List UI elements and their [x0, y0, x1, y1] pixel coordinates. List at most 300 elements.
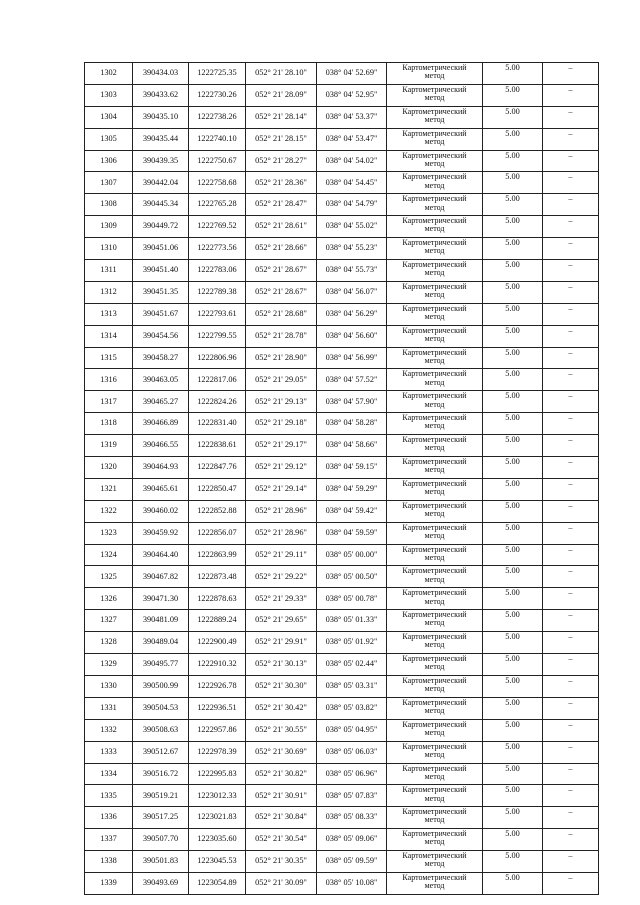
method-line-1: Картометрический: [402, 763, 467, 773]
description-cell: –: [543, 851, 599, 873]
table-row: [85, 281, 599, 303]
x-coordinate-cell: 390466.55: [133, 435, 189, 457]
accuracy-cell: 5.00: [483, 435, 543, 457]
accuracy-cell: 5.00: [483, 150, 543, 172]
method-cell: [387, 260, 483, 282]
method-line-1: Картометрический: [402, 500, 467, 510]
table-row: [85, 654, 599, 676]
y-coordinate-cell: 1222824.26: [189, 391, 246, 413]
point-number-cell: 1307: [85, 172, 133, 194]
x-coordinate-cell: 390508.63: [133, 719, 189, 741]
table-row: [85, 610, 599, 632]
x-coordinate-cell: 390465.61: [133, 478, 189, 500]
method-cell: [387, 150, 483, 172]
description-cell: –: [543, 632, 599, 654]
point-number-cell: 1312: [85, 281, 133, 303]
method-cell: [387, 741, 483, 763]
y-coordinate-cell: 1223045.53: [189, 851, 246, 873]
table-row: [85, 216, 599, 238]
table-row: [85, 807, 599, 829]
x-coordinate-cell: 390517.25: [133, 807, 189, 829]
latitude-cell: 052° 21' 29.11": [246, 544, 317, 566]
method-line-2: метод: [424, 487, 445, 497]
latitude-cell: 052° 21' 30.09": [246, 872, 317, 894]
longitude-cell: 038° 04' 56.07": [317, 281, 387, 303]
table-row: [85, 522, 599, 544]
longitude-cell: 038° 05' 03.82": [317, 697, 387, 719]
method-line-1: Картометрический: [402, 872, 467, 882]
method-line-2: метод: [424, 355, 445, 365]
point-number-cell: 1328: [85, 632, 133, 654]
x-coordinate-cell: 390500.99: [133, 675, 189, 697]
latitude-cell: 052° 21' 29.33": [246, 588, 317, 610]
y-coordinate-cell: 1222758.68: [189, 172, 246, 194]
method-line-1: Картометрический: [402, 325, 467, 335]
y-coordinate-cell: 1222725.35: [189, 63, 246, 85]
longitude-cell: 038° 04' 55.73": [317, 260, 387, 282]
x-coordinate-cell: 390512.67: [133, 741, 189, 763]
y-coordinate-cell: 1222889.24: [189, 610, 246, 632]
accuracy-cell: 5.00: [483, 303, 543, 325]
method-line-2: метод: [424, 158, 445, 168]
point-number-cell: 1316: [85, 369, 133, 391]
table-row: [85, 238, 599, 260]
table-row: [85, 763, 599, 785]
table-row: [85, 435, 599, 457]
description-cell: –: [543, 347, 599, 369]
point-number-cell: 1334: [85, 763, 133, 785]
x-coordinate-cell: 390471.30: [133, 588, 189, 610]
table-row: [85, 632, 599, 654]
latitude-cell: 052° 21' 30.30": [246, 675, 317, 697]
method-line-1: Картометрический: [402, 741, 467, 751]
accuracy-cell: 5.00: [483, 84, 543, 106]
longitude-cell: 038° 04' 58.66": [317, 435, 387, 457]
x-coordinate-cell: 390519.21: [133, 785, 189, 807]
latitude-cell: 052° 21' 30.35": [246, 851, 317, 873]
y-coordinate-cell: 1222900.49: [189, 632, 246, 654]
y-coordinate-cell: 1222878.63: [189, 588, 246, 610]
method-line-1: Картометрический: [402, 719, 467, 729]
longitude-cell: 038° 04' 53.47": [317, 128, 387, 150]
method-line-2: метод: [424, 859, 445, 869]
point-number-cell: 1302: [85, 63, 133, 85]
longitude-cell: 038° 04' 59.15": [317, 457, 387, 479]
x-coordinate-cell: 390433.62: [133, 84, 189, 106]
longitude-cell: 038° 04' 57.90": [317, 391, 387, 413]
method-line-2: метод: [424, 202, 445, 212]
accuracy-cell: 5.00: [483, 478, 543, 500]
table-row: [85, 303, 599, 325]
method-cell: [387, 194, 483, 216]
method-cell: [387, 391, 483, 413]
accuracy-cell: 5.00: [483, 413, 543, 435]
x-coordinate-cell: 390442.04: [133, 172, 189, 194]
method-cell: [387, 435, 483, 457]
description-cell: –: [543, 150, 599, 172]
y-coordinate-cell: 1222789.38: [189, 281, 246, 303]
accuracy-cell: 5.00: [483, 128, 543, 150]
method-line-2: метод: [424, 377, 445, 387]
x-coordinate-cell: 390434.03: [133, 63, 189, 85]
method-cell: [387, 522, 483, 544]
table-row: [85, 500, 599, 522]
description-cell: –: [543, 566, 599, 588]
longitude-cell: 038° 04' 52.69": [317, 63, 387, 85]
point-number-cell: 1332: [85, 719, 133, 741]
point-number-cell: 1321: [85, 478, 133, 500]
table-row: [85, 697, 599, 719]
accuracy-cell: 5.00: [483, 632, 543, 654]
method-line-2: метод: [424, 618, 445, 628]
accuracy-cell: 5.00: [483, 544, 543, 566]
point-number-cell: 1336: [85, 807, 133, 829]
method-line-1: Картометрический: [402, 435, 467, 445]
method-line-2: метод: [424, 180, 445, 190]
latitude-cell: 052° 21' 29.13": [246, 391, 317, 413]
x-coordinate-cell: 390451.40: [133, 260, 189, 282]
longitude-cell: 038° 05' 00.00": [317, 544, 387, 566]
method-line-2: метод: [424, 684, 445, 694]
y-coordinate-cell: 1222740.10: [189, 128, 246, 150]
point-number-cell: 1309: [85, 216, 133, 238]
latitude-cell: 052° 21' 28.09": [246, 84, 317, 106]
longitude-cell: 038° 04' 56.99": [317, 347, 387, 369]
latitude-cell: 052° 21' 28.27": [246, 150, 317, 172]
description-cell: –: [543, 303, 599, 325]
latitude-cell: 052° 21' 30.13": [246, 654, 317, 676]
method-line-2: метод: [424, 793, 445, 803]
y-coordinate-cell: 1222773.56: [189, 238, 246, 260]
accuracy-cell: 5.00: [483, 216, 543, 238]
latitude-cell: 052° 21' 29.17": [246, 435, 317, 457]
point-number-cell: 1331: [85, 697, 133, 719]
accuracy-cell: 5.00: [483, 697, 543, 719]
table-body: [85, 63, 599, 895]
method-line-2: метод: [424, 596, 445, 606]
x-coordinate-cell: 390489.04: [133, 632, 189, 654]
longitude-cell: 038° 04' 54.79": [317, 194, 387, 216]
point-number-cell: 1330: [85, 675, 133, 697]
latitude-cell: 052° 21' 28.90": [246, 347, 317, 369]
method-line-1: Картометрический: [402, 106, 467, 116]
x-coordinate-cell: 390501.83: [133, 851, 189, 873]
description-cell: –: [543, 719, 599, 741]
table-row: [85, 63, 599, 85]
method-line-1: Картометрический: [402, 829, 467, 839]
accuracy-cell: 5.00: [483, 610, 543, 632]
method-line-1: Картометрический: [402, 63, 467, 72]
accuracy-cell: 5.00: [483, 522, 543, 544]
table-row: [85, 128, 599, 150]
description-cell: –: [543, 457, 599, 479]
method-line-2: метод: [424, 749, 445, 759]
method-line-1: Картометрический: [402, 413, 467, 423]
method-cell: [387, 654, 483, 676]
method-cell: [387, 851, 483, 873]
method-line-1: Картометрический: [402, 216, 467, 226]
point-number-cell: 1306: [85, 150, 133, 172]
method-cell: [387, 281, 483, 303]
table-row: [85, 851, 599, 873]
x-coordinate-cell: 390504.53: [133, 697, 189, 719]
description-cell: –: [543, 238, 599, 260]
accuracy-cell: 5.00: [483, 763, 543, 785]
latitude-cell: 052° 21' 30.84": [246, 807, 317, 829]
accuracy-cell: 5.00: [483, 457, 543, 479]
point-number-cell: 1329: [85, 654, 133, 676]
x-coordinate-cell: 390464.93: [133, 457, 189, 479]
longitude-cell: 038° 05' 10.08": [317, 872, 387, 894]
method-cell: [387, 413, 483, 435]
x-coordinate-cell: 390458.27: [133, 347, 189, 369]
method-line-1: Картометрический: [402, 807, 467, 817]
description-cell: –: [543, 763, 599, 785]
method-line-1: Картометрический: [402, 478, 467, 488]
latitude-cell: 052° 21' 28.66": [246, 238, 317, 260]
accuracy-cell: 5.00: [483, 391, 543, 413]
description-cell: –: [543, 413, 599, 435]
longitude-cell: 038° 04' 57.52": [317, 369, 387, 391]
method-line-2: метод: [424, 443, 445, 453]
method-cell: [387, 303, 483, 325]
method-line-1: Картометрический: [402, 347, 467, 357]
longitude-cell: 038° 05' 08.33": [317, 807, 387, 829]
method-cell: [387, 632, 483, 654]
method-line-2: метод: [424, 399, 445, 409]
table-row: [85, 369, 599, 391]
method-cell: [387, 347, 483, 369]
y-coordinate-cell: 1222995.83: [189, 763, 246, 785]
point-number-cell: 1310: [85, 238, 133, 260]
y-coordinate-cell: 1222783.06: [189, 260, 246, 282]
point-number-cell: 1338: [85, 851, 133, 873]
accuracy-cell: 5.00: [483, 347, 543, 369]
method-line-1: Картометрический: [402, 654, 467, 664]
method-line-2: метод: [424, 421, 445, 431]
latitude-cell: 052° 21' 28.47": [246, 194, 317, 216]
x-coordinate-cell: 390481.09: [133, 610, 189, 632]
x-coordinate-cell: 390439.35: [133, 150, 189, 172]
x-coordinate-cell: 390449.72: [133, 216, 189, 238]
description-cell: –: [543, 194, 599, 216]
method-line-1: Картометрический: [402, 281, 467, 291]
longitude-cell: 038° 05' 01.33": [317, 610, 387, 632]
y-coordinate-cell: 1223021.83: [189, 807, 246, 829]
accuracy-cell: 5.00: [483, 851, 543, 873]
y-coordinate-cell: 1222838.61: [189, 435, 246, 457]
point-number-cell: 1304: [85, 106, 133, 128]
method-line-2: метод: [424, 312, 445, 321]
method-line-1: Картометрический: [402, 851, 467, 861]
accuracy-cell: 5.00: [483, 872, 543, 894]
point-number-cell: 1311: [85, 260, 133, 282]
point-number-cell: 1333: [85, 741, 133, 763]
accuracy-cell: 5.00: [483, 238, 543, 260]
method-line-1: Картометрический: [402, 391, 467, 401]
description-cell: –: [543, 216, 599, 238]
longitude-cell: 038° 05' 00.78": [317, 588, 387, 610]
table-row: [85, 675, 599, 697]
point-number-cell: 1325: [85, 566, 133, 588]
description-cell: –: [543, 741, 599, 763]
accuracy-cell: 5.00: [483, 194, 543, 216]
accuracy-cell: 5.00: [483, 785, 543, 807]
y-coordinate-cell: 1222793.61: [189, 303, 246, 325]
method-line-1: Картометрический: [402, 150, 467, 160]
method-line-1: Картометрический: [402, 84, 467, 94]
description-cell: –: [543, 172, 599, 194]
point-number-cell: 1335: [85, 785, 133, 807]
latitude-cell: 052° 21' 29.18": [246, 413, 317, 435]
table-row: [85, 106, 599, 128]
x-coordinate-cell: 390451.67: [133, 303, 189, 325]
table-row: [85, 478, 599, 500]
y-coordinate-cell: 1222856.07: [189, 522, 246, 544]
method-cell: [387, 128, 483, 150]
longitude-cell: 038° 04' 55.23": [317, 238, 387, 260]
latitude-cell: 052° 21' 28.14": [246, 106, 317, 128]
method-cell: [387, 719, 483, 741]
description-cell: –: [543, 675, 599, 697]
description-cell: –: [543, 872, 599, 894]
x-coordinate-cell: 390445.34: [133, 194, 189, 216]
method-line-1: Картометрический: [402, 566, 467, 576]
table-row: [85, 588, 599, 610]
latitude-cell: 052° 21' 28.36": [246, 172, 317, 194]
latitude-cell: 052° 21' 29.65": [246, 610, 317, 632]
method-line-2: метод: [424, 268, 445, 278]
method-cell: [387, 238, 483, 260]
description-cell: –: [543, 84, 599, 106]
method-line-2: метод: [424, 574, 445, 584]
latitude-cell: 052° 21' 28.61": [246, 216, 317, 238]
table-row: [85, 741, 599, 763]
method-cell: [387, 106, 483, 128]
method-line-1: Картометрический: [402, 457, 467, 467]
table-row: [85, 84, 599, 106]
method-cell: [387, 807, 483, 829]
longitude-cell: 038° 04' 56.29": [317, 303, 387, 325]
table-row: [85, 872, 599, 894]
table-row: [85, 150, 599, 172]
x-coordinate-cell: 390495.77: [133, 654, 189, 676]
table-row: [85, 457, 599, 479]
y-coordinate-cell: 1222978.39: [189, 741, 246, 763]
latitude-cell: 052° 21' 29.22": [246, 566, 317, 588]
description-cell: –: [543, 588, 599, 610]
y-coordinate-cell: 1222863.99: [189, 544, 246, 566]
x-coordinate-cell: 390516.72: [133, 763, 189, 785]
latitude-cell: 052° 21' 30.42": [246, 697, 317, 719]
latitude-cell: 052° 21' 28.67": [246, 260, 317, 282]
accuracy-cell: 5.00: [483, 566, 543, 588]
table-row: [85, 719, 599, 741]
longitude-cell: 038° 04' 54.45": [317, 172, 387, 194]
method-line-2: метод: [424, 837, 445, 847]
method-line-2: метод: [424, 881, 445, 891]
method-cell: [387, 763, 483, 785]
latitude-cell: 052° 21' 30.54": [246, 829, 317, 851]
method-line-2: метод: [424, 727, 445, 737]
description-cell: –: [543, 435, 599, 457]
latitude-cell: 052° 21' 28.96": [246, 522, 317, 544]
longitude-cell: 038° 05' 06.03": [317, 741, 387, 763]
y-coordinate-cell: 1223054.89: [189, 872, 246, 894]
method-cell: [387, 63, 483, 85]
point-number-cell: 1303: [85, 84, 133, 106]
method-cell: [387, 172, 483, 194]
accuracy-cell: 5.00: [483, 369, 543, 391]
coordinates-table: [84, 62, 599, 895]
point-number-cell: 1319: [85, 435, 133, 457]
accuracy-cell: 5.00: [483, 829, 543, 851]
method-cell: [387, 369, 483, 391]
method-line-1: Картометрический: [402, 632, 467, 642]
description-cell: –: [543, 281, 599, 303]
description-cell: –: [543, 829, 599, 851]
latitude-cell: 052° 21' 30.91": [246, 785, 317, 807]
y-coordinate-cell: 1222765.28: [189, 194, 246, 216]
method-line-1: Картометрический: [402, 588, 467, 598]
longitude-cell: 038° 04' 59.29": [317, 478, 387, 500]
y-coordinate-cell: 1223035.60: [189, 829, 246, 851]
point-number-cell: 1305: [85, 128, 133, 150]
method-line-2: метод: [424, 706, 445, 716]
accuracy-cell: 5.00: [483, 325, 543, 347]
latitude-cell: 052° 21' 29.05": [246, 369, 317, 391]
method-cell: [387, 84, 483, 106]
x-coordinate-cell: 390465.27: [133, 391, 189, 413]
longitude-cell: 038° 05' 03.31": [317, 675, 387, 697]
point-number-cell: 1315: [85, 347, 133, 369]
longitude-cell: 038° 04' 56.60": [317, 325, 387, 347]
accuracy-cell: 5.00: [483, 807, 543, 829]
y-coordinate-cell: 1222831.40: [189, 413, 246, 435]
accuracy-cell: 5.00: [483, 719, 543, 741]
longitude-cell: 038° 05' 09.06": [317, 829, 387, 851]
method-line-2: метод: [424, 333, 445, 343]
method-line-1: Картометрический: [402, 128, 467, 138]
method-line-1: Картометрический: [402, 785, 467, 795]
description-cell: –: [543, 610, 599, 632]
method-line-2: метод: [424, 640, 445, 650]
description-cell: –: [543, 260, 599, 282]
latitude-cell: 052° 21' 28.10": [246, 63, 317, 85]
latitude-cell: 052° 21' 28.78": [246, 325, 317, 347]
latitude-cell: 052° 21' 30.55": [246, 719, 317, 741]
x-coordinate-cell: 390507.70: [133, 829, 189, 851]
latitude-cell: 052° 21' 28.15": [246, 128, 317, 150]
accuracy-cell: 5.00: [483, 500, 543, 522]
longitude-cell: 038° 05' 06.96": [317, 763, 387, 785]
point-number-cell: 1324: [85, 544, 133, 566]
method-line-1: Картометрический: [402, 544, 467, 554]
method-line-1: Картометрический: [402, 194, 467, 204]
method-line-2: метод: [424, 552, 445, 562]
description-cell: –: [543, 128, 599, 150]
x-coordinate-cell: 390493.69: [133, 872, 189, 894]
method-line-1: Картометрический: [402, 172, 467, 182]
method-cell: [387, 610, 483, 632]
latitude-cell: 052° 21' 29.12": [246, 457, 317, 479]
latitude-cell: 052° 21' 30.82": [246, 763, 317, 785]
accuracy-cell: 5.00: [483, 588, 543, 610]
method-line-2: метод: [424, 771, 445, 781]
point-number-cell: 1318: [85, 413, 133, 435]
point-number-cell: 1317: [85, 391, 133, 413]
description-cell: –: [543, 106, 599, 128]
